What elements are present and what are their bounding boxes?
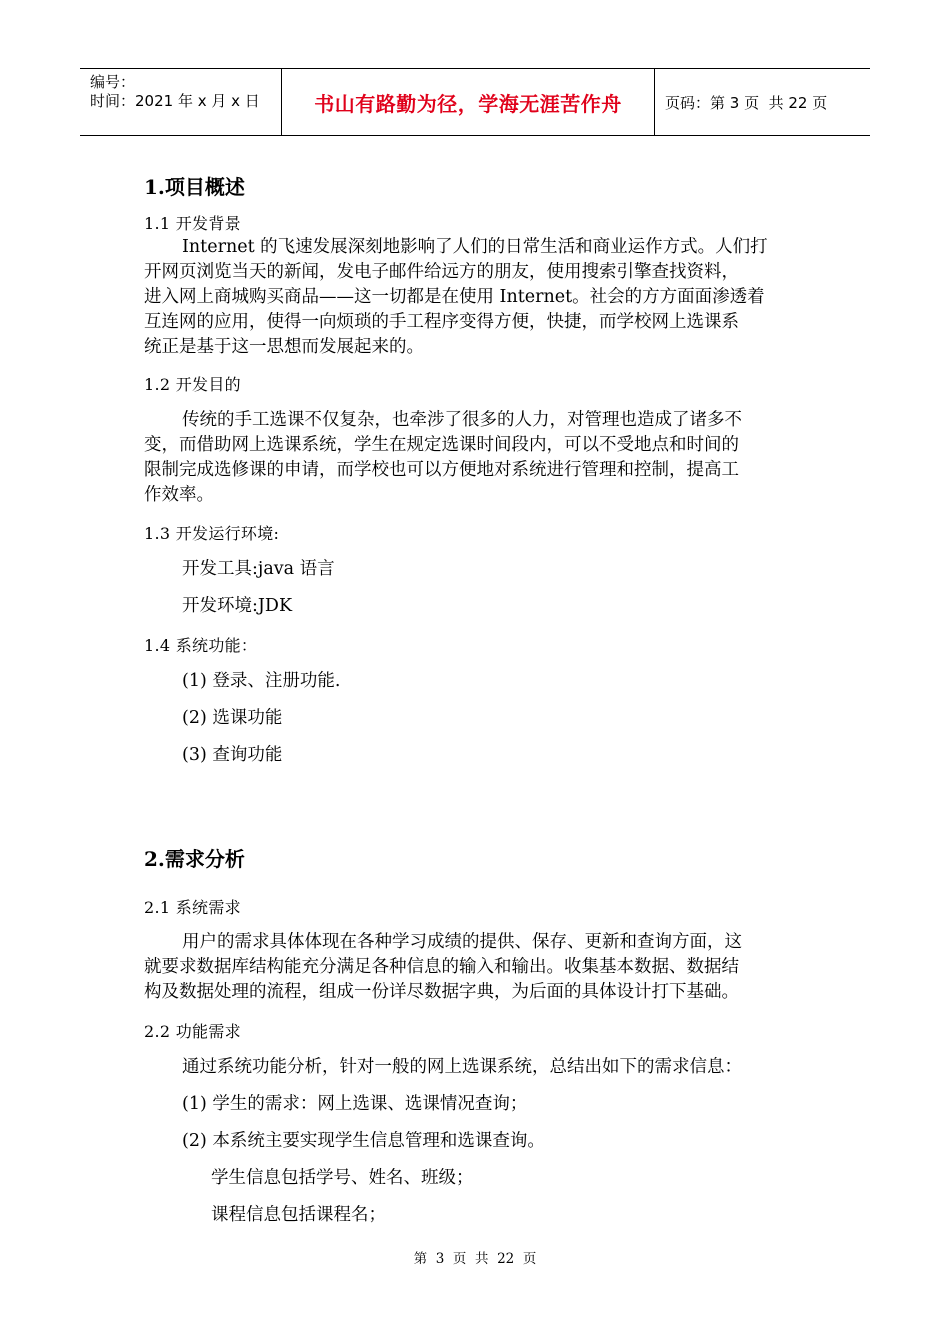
paragraph-line: 统正是基于这一思想而发展起来的。 [144,337,424,357]
dev-tool-line: 开发工具:java 语言 [182,559,335,579]
header-page-label: 页码：第 3 页 共 22 页 [665,93,828,112]
header-motto-cell [282,69,655,135]
section-1-1-heading: 1.1 开发背景 [144,214,241,233]
section-1-4-heading: 1.4 系统功能： [144,636,258,655]
function-list-item: (1) 登录、注册功能. [182,671,341,691]
requirement-item: (2) 本系统主要实现学生信息管理和选课查询。 [182,1131,545,1151]
paragraph-line: 就要求数据库结构能充分满足各种信息的输入和输出。收集基本数据、数据结 [144,957,739,977]
page-footer: 第 3 页 共 22 页 [413,1251,537,1267]
paragraph-line: 互连网的应用，使得一向烦琐的手工程序变得方便，快捷，而学校网上选课系 [144,312,739,332]
requirements-intro: 通过系统功能分析，针对一般的网上选课系统，总结出如下的需求信息： [182,1057,742,1077]
paragraph-line: Internet 的飞速发展深刻地影响了人们的日常生活和商业运作方式。人们打 [182,237,768,257]
dev-env-line: 开发环境:JDK [182,596,293,616]
paragraph-line: 构及数据处理的流程，组成一份详尽数据字典，为后面的具体设计打下基础。 [144,982,739,1002]
paragraph-line: 限制完成选修课的申请，而学校也可以方便地对系统进行管理和控制，提高工 [144,460,739,480]
requirement-detail: 学生信息包括学号、姓名、班级； [211,1168,474,1188]
paragraph-line: 传统的手工选课不仅复杂，也牵涉了很多的人力，对管理也造成了诸多不 [182,410,742,430]
section-1-3-heading: 1.3 开发运行环境: [144,524,280,543]
section-2-1-heading: 2.1 系统需求 [144,898,241,917]
section-2-title: 2.需求分析 [144,847,245,871]
header-motto: 书山有路勤为径，学海无涯苦作舟 [314,91,622,116]
document-number-label: 编号： [90,73,136,91]
document-header [80,68,870,136]
document-time-label: 时间：2021 年 x 月 x 日 [90,92,260,110]
paragraph-line: 作效率。 [144,485,214,505]
paragraph-line: 开网页浏览当天的新闻，发电子邮件给远方的朋友，使用搜索引擎查找资料， [144,262,739,282]
section-1-title: 1.项目概述 [144,175,245,199]
paragraph-line: 变，而借助网上选课系统，学生在规定选课时间段内，可以不受地点和时间的 [144,435,739,455]
section-2-2-heading: 2.2 功能需求 [144,1022,241,1041]
header-meta-cell [80,69,282,135]
requirement-item: (1) 学生的需求：网上选课、选课情况查询； [182,1094,528,1114]
function-list-item: (3) 查询功能 [182,745,283,765]
function-list-item: (2) 选课功能 [182,708,283,728]
paragraph-line: 用户的需求具体体现在各种学习成绩的提供、保存、更新和查询方面，这 [182,932,742,952]
section-1-2-heading: 1.2 开发目的 [144,375,241,394]
requirement-detail: 课程信息包括课程名； [211,1205,386,1225]
paragraph-line: 进入网上商城购买商品——这一切都是在使用 Internet。社会的方方面面渗透着 [144,287,765,307]
